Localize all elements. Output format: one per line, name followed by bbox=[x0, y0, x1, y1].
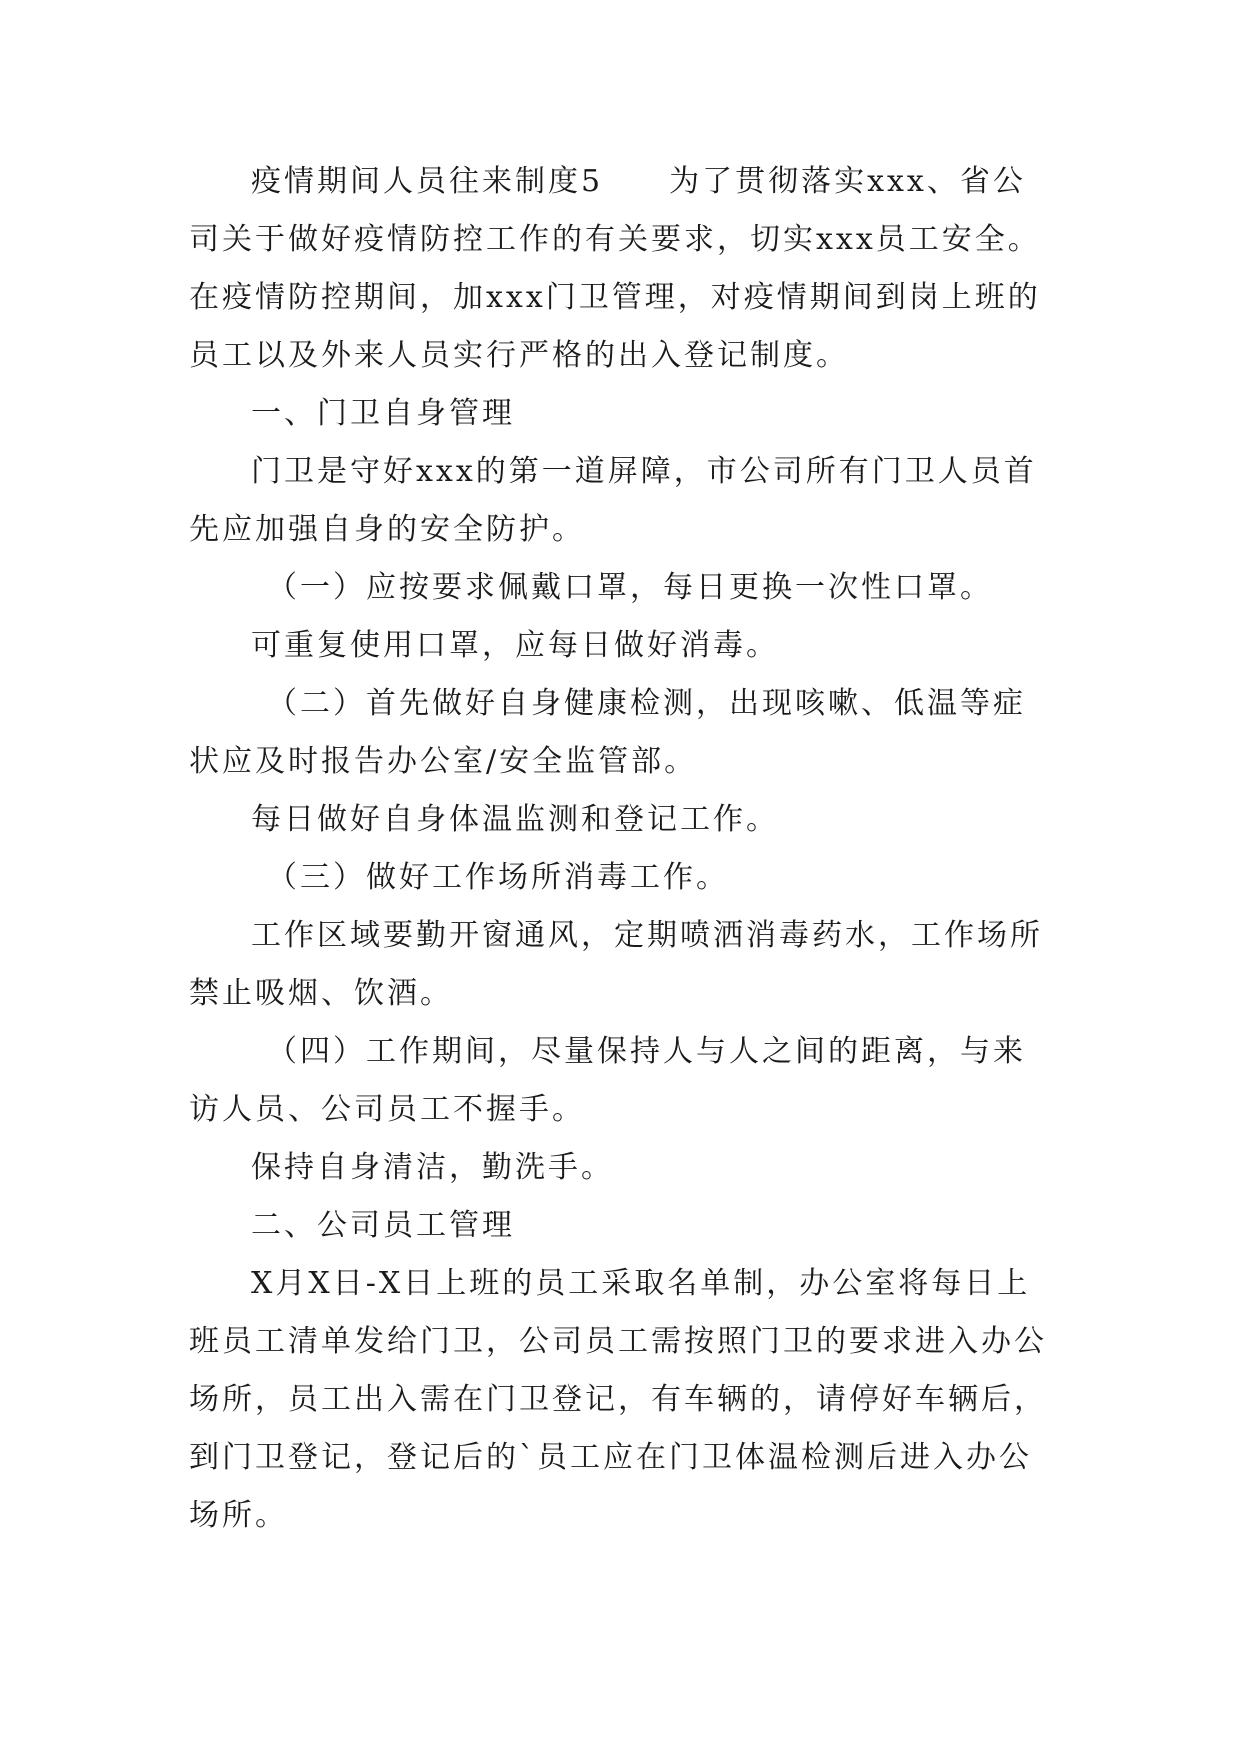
paragraph: 工作区域要勤开窗通风，定期喷洒消毒药水，工作场所禁止吸烟、饮酒。 bbox=[189, 918, 1043, 1011]
paragraph: 每日做好自身体温监测和登记工作。 bbox=[251, 802, 779, 837]
section-heading-2: 二、公司员工管理 bbox=[251, 1208, 515, 1243]
paragraph: 可重复使用口罩，应每日做好消毒。 bbox=[251, 628, 779, 663]
list-item-3: （三）做好工作场所消毒工作。 bbox=[267, 860, 729, 895]
list-item-4: （四）工作期间，尽量保持人与人之间的距离，与来访人员、公司员工不握手。 bbox=[189, 1034, 1026, 1127]
intro-paragraph: 疫情期间人员往来制度5 为了贯彻落实xxx、省公司关于做好疫情防控工作的有关要求，切实xxx员工安全。在疫情防控期间，加xxx门卫管理，对疫情期间到岗上班的员工以及外来人员实行严格的出入登记制度。 bbox=[189, 164, 1041, 373]
list-item-2: （二）首先做好自身健康检测，出现咳嗽、低温等症状应及时报告办公室/安全监管部。 bbox=[189, 686, 1026, 779]
document-body bbox=[189, 153, 1051, 1545]
paragraph: 保持自身清洁，勤洗手。 bbox=[251, 1150, 614, 1185]
list-item-1: （一）应按要求佩戴口罩，每日更换一次性口罩。 bbox=[267, 570, 993, 605]
paragraph: 门卫是守好xxx的第一道屏障，市公司所有门卫人员首先应加强自身的安全防护。 bbox=[189, 454, 1037, 547]
paragraph: X月X日-X日上班的员工采取名单制，办公室将每日上班员工清单发给门卫，公司员工需按照门卫的要求进入办公场所，员工出入需在门卫登记，有车辆的，请停好车辆后，到门卫登记，登记后的`员工应在门卫体温检测后进入办公场所。 bbox=[189, 1266, 1047, 1533]
section-heading-1: 一、门卫自身管理 bbox=[251, 396, 515, 431]
